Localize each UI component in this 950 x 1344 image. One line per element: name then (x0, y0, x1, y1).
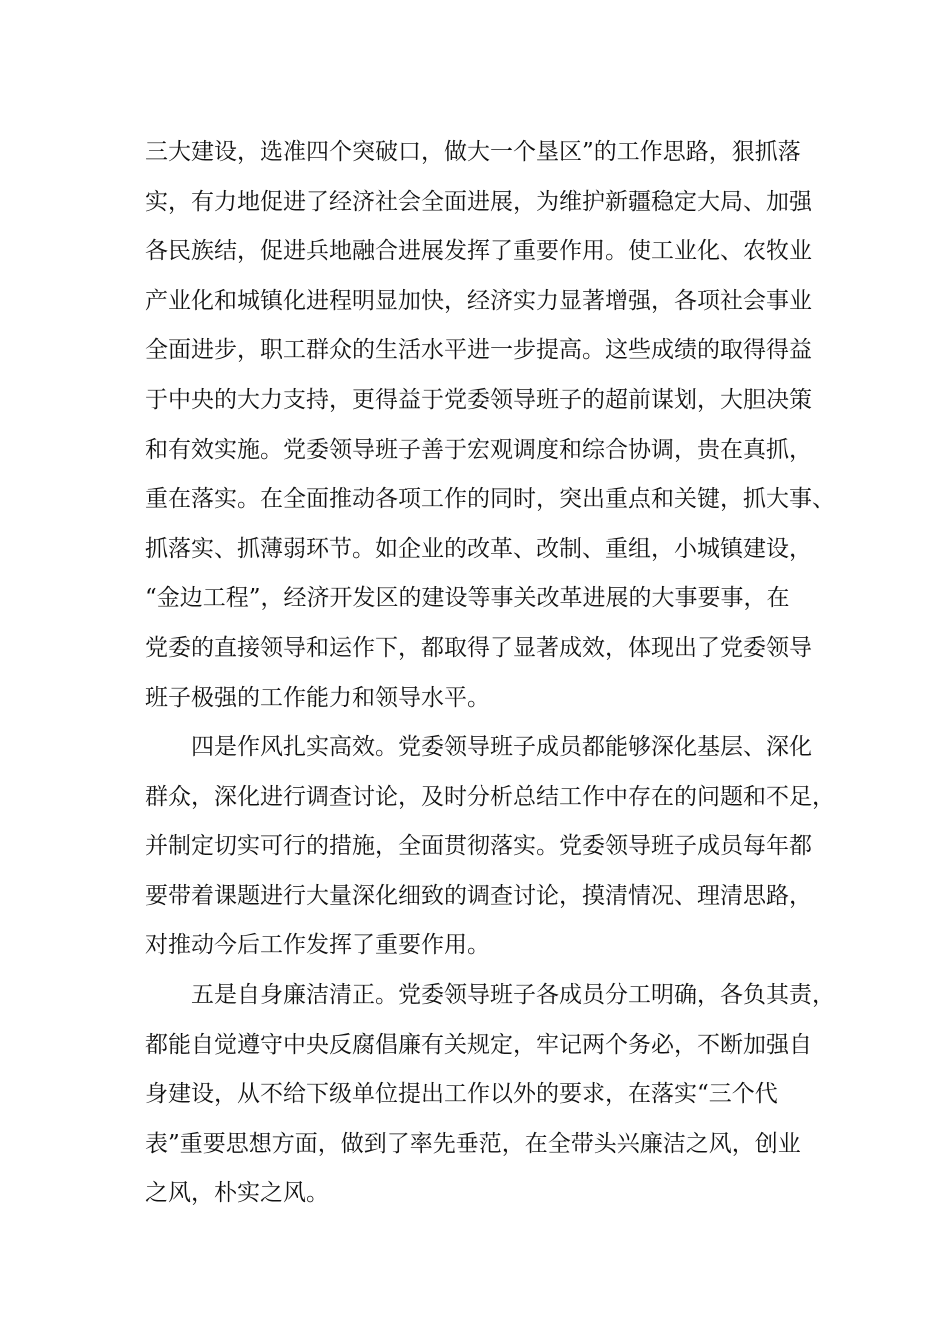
text-line: 要带着课题进行大量深化细致的调查讨论，摸清情况、理清思路， (145, 882, 812, 909)
text-line: 四是作风扎实高效。党委领导班子成员都能够深化基层、深化 (191, 734, 812, 760)
text-line: 实，有力地促进了经济社会全面进展，为维护新疆稳定大局、加强 (145, 188, 812, 215)
text-line: 身建设，从不给下级单位提出工作以外的要求，在落实“三个代 (145, 1081, 778, 1108)
paragraph-1 (145, 128, 835, 723)
text-line: 表”重要思想方面，做到了率先垂范，在全带头兴廉洁之风，创业 (145, 1130, 801, 1157)
text-line: 抓落实、抓薄弱环节。如企业的改革、改制、重组，小城镇建设， (145, 535, 812, 562)
paragraph-3 (145, 971, 835, 1219)
text-line: 各民族结，促进兵地融合进展发挥了重要作用。使工业化、农牧业 (145, 238, 812, 265)
text-line: 党委的直接领导和运作下，都取得了显著成效，体现出了党委领导 (145, 634, 812, 661)
text-line: 群众，深化进行调查讨论，及时分析总结工作中存在的问题和不足， (145, 783, 835, 810)
text-line: 之风，朴实之风。 (145, 1180, 329, 1207)
text-line: 都能自觉遵守中央反腐倡廉有关规定，牢记两个务必，不断加强自 (145, 1031, 812, 1058)
text-line: 对推动今后工作发挥了重要作用。 (145, 932, 490, 959)
text-line: 五是自身廉洁清正。党委领导班子各成员分工明确，各负其责， (191, 982, 835, 1008)
text-line: 于中央的大力支持，更得益于党委领导班子的超前谋划，大胆决策 (145, 386, 812, 413)
text-line: 并制定切实可行的措施，全面贯彻落实。党委领导班子成员每年都 (145, 833, 812, 860)
text-line: 产业化和城镇化进程明显加快，经济实力显著增强，各项社会事业 (145, 287, 812, 314)
text-line: “金边工程”，经济开发区的建设等事关改革进展的大事要事，在 (145, 585, 790, 612)
text-line: 全面进步，职工群众的生活水平进一步提高。这些成绩的取得得益 (145, 337, 812, 364)
paragraph-2 (145, 723, 835, 971)
text-line: 班子极强的工作能力和领导水平。 (145, 684, 490, 711)
text-line: 三大建设，选准四个突破口，做大一个垦区”的工作思路，狠抓落 (145, 139, 801, 165)
text-line: 重在落实。在全面推动各项工作的同时，突出重点和关键，抓大事、 (145, 486, 835, 513)
text-line: 和有效实施。党委领导班子善于宏观调度和综合协调，贵在真抓， (145, 436, 812, 463)
